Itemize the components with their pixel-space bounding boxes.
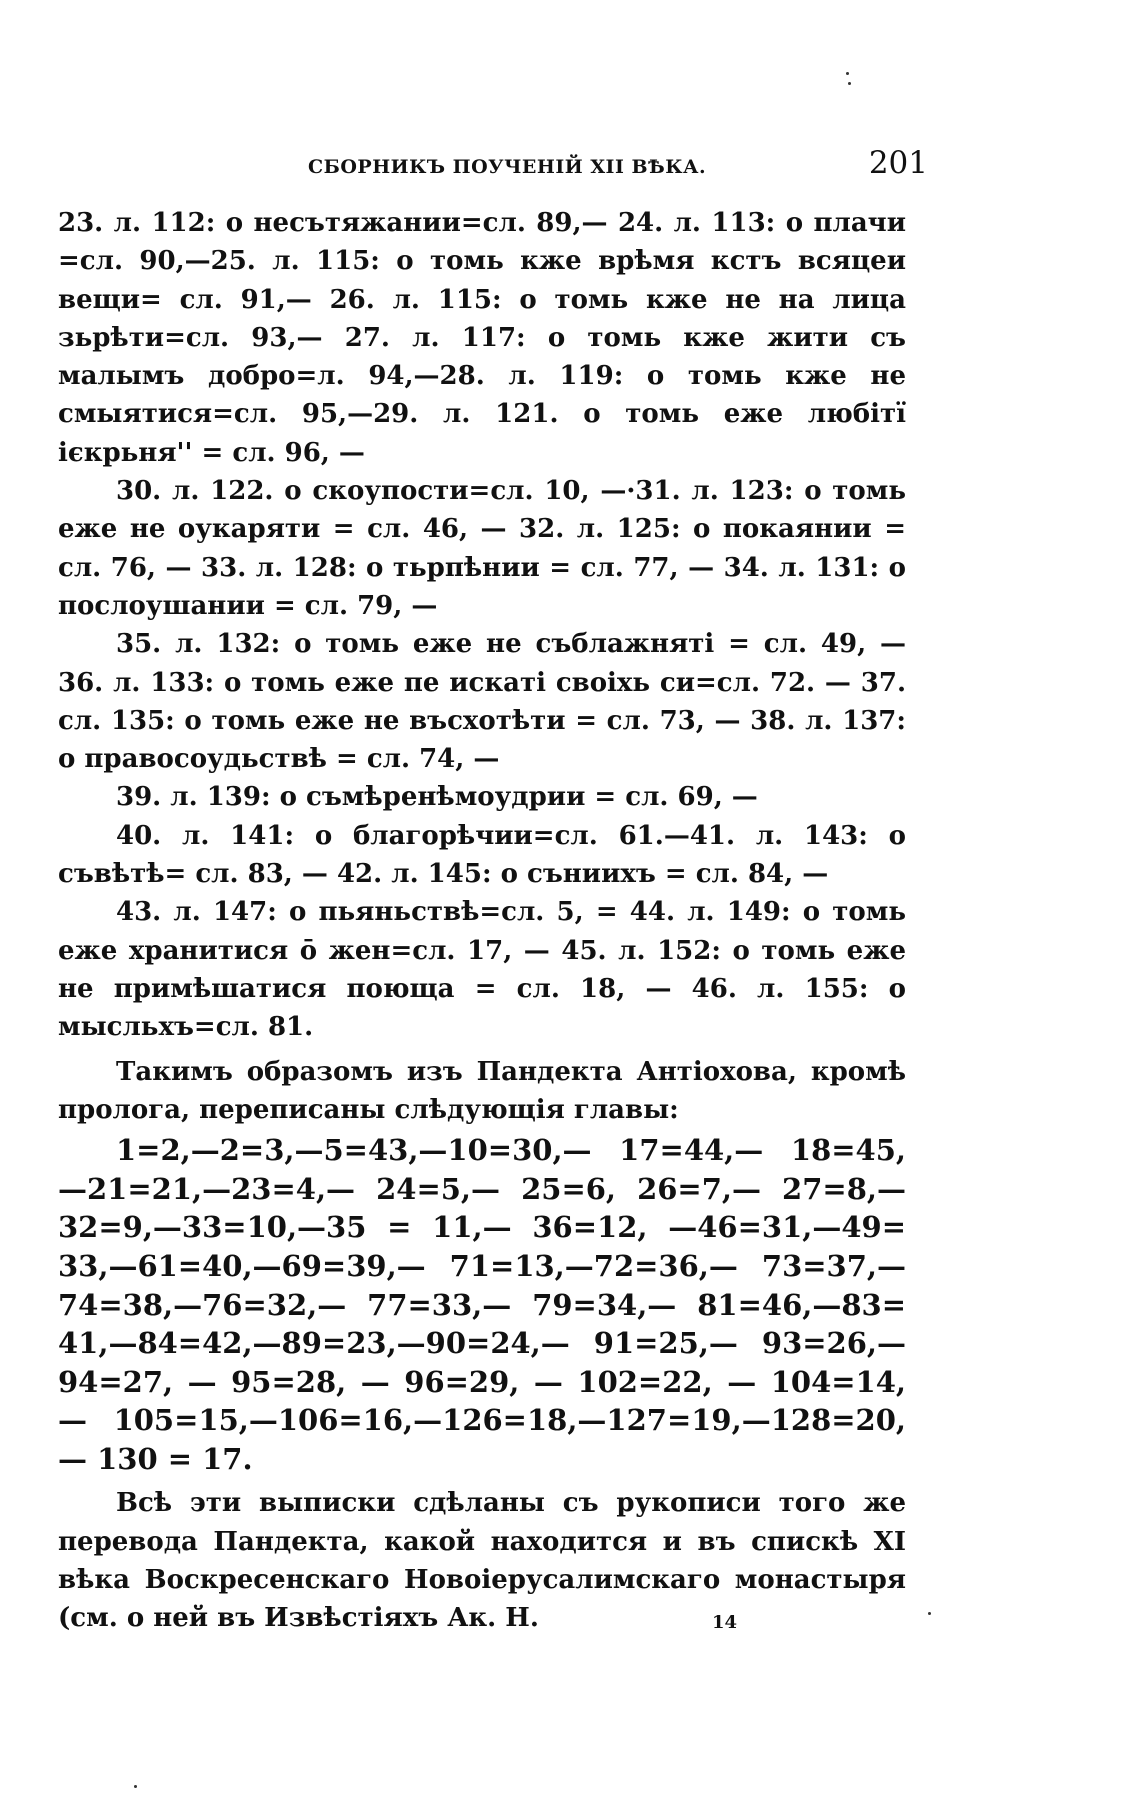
paragraph-closing: Всѣ эти выписки сдѣланы съ рукописи того же перевода Пандекта, какой находится и въ спискѣ XI вѣка Воскресенскаго Новоіерусалимскаго монастыря (см. о ней въ Извѣстіяхъ Ак. Н. <box>58 1488 906 1634</box>
paragraph-entries-40-42: 40. л. 141: о благорѣчии=сл. 61.—41. л. 143: о съвѣтѣ= сл. 83, — 42. л. 145: о съниихъ = сл. 84, — <box>58 820 906 890</box>
running-title: СБОРНИКЪ ПОУЧЕНІЙ XII ВѢКА. <box>308 156 707 178</box>
speck <box>848 82 851 85</box>
page-header <box>308 145 928 181</box>
paragraph-entries-43-46: 43. л. 147: о пьяньствѣ=сл. 5, = 44. л. 149: о томь еже хранитися ō жен=сл. 17, — 45. л. 152: о томь еже не примѣшатися поюща = сл. 18, — 46. л. 155: о мысльхъ=сл. 81. <box>58 897 906 1043</box>
speck <box>928 1612 931 1615</box>
paragraph-summary: Такимъ образомъ изъ Пандекта Антіохова, кромѣ пролога, переписаны слѣдующія главы: <box>58 1056 906 1125</box>
signature-mark: 14 <box>712 1612 738 1633</box>
page-body <box>58 204 906 1638</box>
speck <box>846 72 849 75</box>
paragraph-entries-23-29: 23. л. 112: о несътяжании=сл. 89,— 24. л. 113: о плачи =сл. 90,—25. л. 115: о томь кже врѣмя кстъ всяцеи вещи= сл. 91,— 26. л. 115: о томь кже не на лица зьрѣти=сл. 93,— 27. л. 117: о томь кже жити съ малымъ добро=л. 94,—28. л. 119: о томь кже не смыятися=сл. 95,—29. л. 121. о томь еже любітї ієкрьня'' = сл. 96, — <box>58 208 906 468</box>
paragraph-chapter-mapping: 1=2,—2=3,—5=43,—10=30,— 17=44,— 18=45, —21=21,—23=4,— 24=5,— 25=6, 26=7,— 27=8,— 32=9,—33=10,—35 = 11,— 36=12, —46=31,—49= 33,—61=40,—69=39,— 71=13,—72=36,— 73=37,— 74=38,—76=32,— 77=33,— 79=34,— 81=46,—83= 41,—84=42,—89=23,—90=24,— 91=25,— 93=26,— 94=27, — 95=28, — 96=29, — 102=22, — 104=14, — 105=15,—106=16,—126=18,—127=19,—128=20,— 130 = 17. <box>58 1133 906 1476</box>
paragraph-entry-39: 39. л. 139: о съмѣренѣмоудрии = сл. 69, — <box>116 782 758 813</box>
page-number: 201 <box>868 145 928 181</box>
speck <box>134 1785 137 1788</box>
paragraph-entries-35-38: 35. л. 132: о томь еже не съблажняті = сл. 49, — 36. л. 133: о томь еже пе искаті своіхь си=сл. 72. — 37. сл. 135: о томь еже не въсхотѣти = сл. 73, — 38. л. 137: о правосоудьствѣ = сл. 74, — <box>58 629 906 775</box>
paragraph-entries-30-34: 30. л. 122. о скоупости=сл. 10, —·31. л. 123: о томь еже не оукаряти = сл. 46, — 32. л. 125: о покаянии = сл. 76, — 33. л. 128: о тьрпѣнии = сл. 77, — 34. л. 131: о послоушании = сл. 79, — <box>58 476 906 621</box>
